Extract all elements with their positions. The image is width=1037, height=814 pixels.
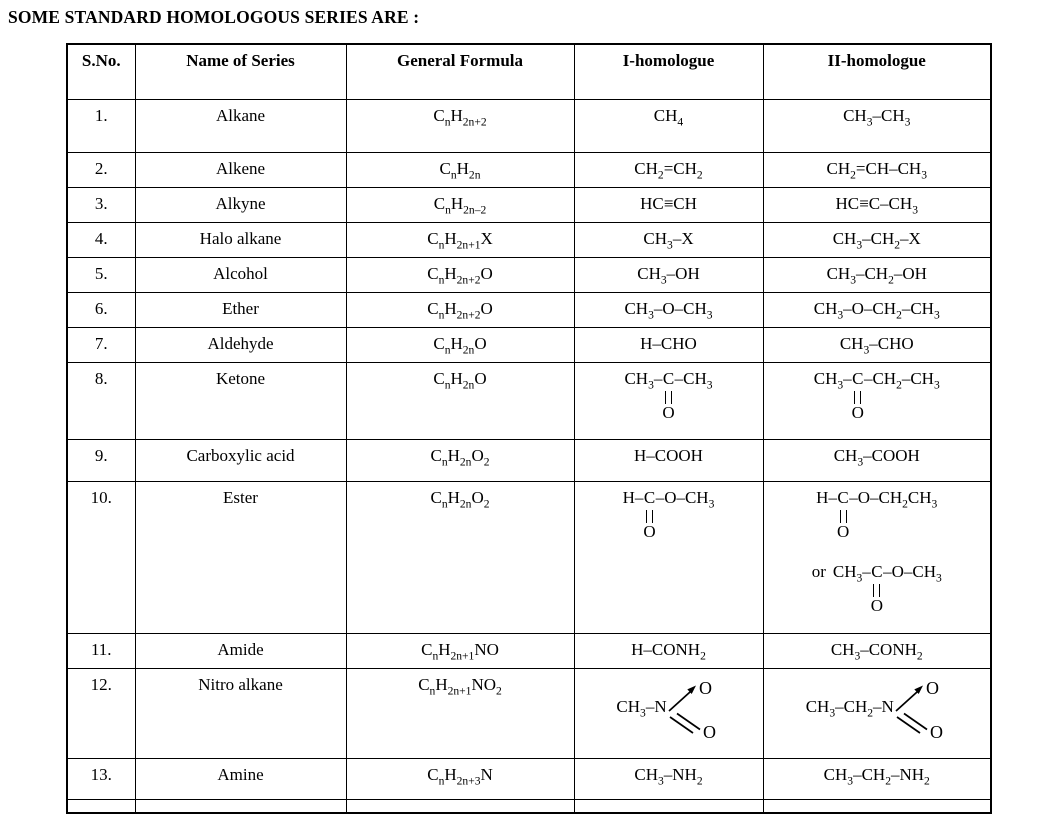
table-row [67, 152, 991, 187]
series-name-cell: Nitro alkane [135, 668, 346, 758]
serial-number-cell: 10. [67, 481, 135, 633]
series-name-cell: Amine [135, 758, 346, 799]
chemical-formula: $CH_3-CONH_2$ [830, 639, 923, 662]
chemical-formula: $C_nH_{2n+3}N$ [427, 764, 493, 787]
chemical-formula: $C_nH_{2n+1}NO_2$ [418, 674, 502, 697]
empty-cell [763, 799, 991, 813]
formula-line [349, 299, 572, 319]
formula-line [577, 446, 761, 466]
formula-line [766, 446, 989, 466]
chemical-formula: $C_nH_{2n+2}$ [433, 105, 487, 128]
formula-line [349, 159, 572, 179]
table-row [67, 292, 991, 327]
serial-number-cell: 3. [67, 187, 135, 222]
formula-line [349, 446, 572, 466]
table-row [67, 187, 991, 222]
empty-cell [135, 799, 346, 813]
first-homologue-cell [574, 668, 763, 758]
first-homologue-cell [574, 99, 763, 152]
second-homologue-cell [763, 481, 991, 633]
second-homologue-cell [763, 99, 991, 152]
chemical-formula: $CH_3-X$ [643, 228, 694, 251]
first-homologue-cell [574, 633, 763, 668]
series-name-cell: Ketone [135, 362, 346, 439]
chemical-formula: $CH_3-CH_2-N$ [805, 696, 894, 719]
nitro-structure [766, 675, 989, 739]
series-name-cell: Alcohol [135, 257, 346, 292]
carbonyl-structure [766, 488, 989, 540]
serial-number-cell: 2. [67, 152, 135, 187]
second-homologue-cell [763, 668, 991, 758]
oxygen-top: O [698, 677, 712, 698]
oxygen-below: O [643, 521, 656, 541]
chemical-formula: $-O-CH_3$ [883, 561, 942, 584]
formula-line [349, 106, 572, 126]
chemical-formula: $-O-CH_2CH_3$ [849, 487, 938, 510]
series-name-cell: Carboxylic acid [135, 439, 346, 481]
second-homologue-cell [763, 187, 991, 222]
oxygen-below: O [870, 595, 884, 615]
first-homologue-cell [574, 439, 763, 481]
serial-number-cell: 13. [67, 758, 135, 799]
formula-line [766, 159, 989, 179]
chemical-formula: $-CH_2-CH_3$ [863, 368, 940, 391]
chemical-formula: $CH_3-O-CH_2-CH_3$ [813, 298, 940, 321]
oxygen-bottom: O [929, 721, 943, 739]
formula-line [349, 334, 572, 354]
carbonyl-carbon: C [837, 487, 849, 507]
table-row [67, 439, 991, 481]
homologous-series-table [66, 43, 992, 814]
second-homologue-cell [763, 758, 991, 799]
first-homologue-cell [574, 758, 763, 799]
formula-line [766, 640, 989, 660]
series-name-cell: Halo alkane [135, 222, 346, 257]
first-homologue-cell [574, 152, 763, 187]
formula-line [349, 264, 572, 284]
series-name-cell: Aldehyde [135, 327, 346, 362]
formula-line [766, 334, 989, 354]
first-homologue-cell [574, 362, 763, 439]
second-homologue-cell [763, 439, 991, 481]
chemical-formula: $CH_3-OH$ [637, 263, 700, 286]
formula-line [766, 299, 989, 319]
chemical-formula: $CH_3$–COOH [833, 445, 920, 468]
chemical-formula: $CH_3-$ [813, 368, 852, 391]
formula-line [349, 369, 572, 389]
formula-line [349, 229, 572, 249]
empty-cell [346, 799, 574, 813]
first-homologue-cell [574, 481, 763, 633]
header-row [67, 44, 991, 99]
oxygen-bottom: O [702, 721, 716, 739]
series-name-cell: Alkane [135, 99, 346, 152]
chemical-formula: $C_nH_{2n}O$ [433, 333, 487, 356]
second-homologue-cell [763, 257, 991, 292]
formula-line [577, 264, 761, 284]
chemical-formula: $CH_3-$ [832, 561, 871, 584]
formula-line [766, 194, 989, 214]
partial-row [67, 799, 991, 813]
serial-number-cell: 8. [67, 362, 135, 439]
double-bond-icon [840, 510, 847, 523]
serial-number-cell: 7. [67, 327, 135, 362]
chemical-formula: $C_nH_{2n-2}$ [433, 193, 487, 216]
chemical-formula: $CH_3-CH_3$ [843, 105, 911, 128]
carbonyl-structure [577, 488, 761, 540]
double-bond-icon [665, 391, 672, 404]
table-row [67, 481, 991, 633]
carbonyl-structure [766, 562, 989, 614]
chemical-formula: $C_nH_{2n+2}O$ [427, 298, 493, 321]
carbonyl-stack [852, 369, 864, 421]
formula-line [577, 159, 761, 179]
second-homologue-cell [763, 152, 991, 187]
serial-number-cell: 1. [67, 99, 135, 152]
table-row [67, 633, 991, 668]
first-homologue-cell [574, 187, 763, 222]
formula-line [349, 488, 572, 508]
table-body [67, 99, 991, 813]
chemical-formula: H–CHO [640, 333, 697, 353]
carbonyl-carbon: C [662, 368, 675, 388]
nitro-bonds-icon [667, 675, 721, 739]
second-homologue-cell [763, 327, 991, 362]
carbonyl-stack [871, 562, 883, 614]
second-homologue-cell [763, 362, 991, 439]
serial-number-cell: 12. [67, 668, 135, 758]
chemical-formula: $C_nH_{2n}O_2$ [430, 487, 490, 510]
general-formula-cell [346, 668, 574, 758]
chemical-formula: HC≡CH [640, 193, 697, 213]
col-header-ii-homologue: II-homologue [763, 44, 991, 99]
series-name-cell: Ether [135, 292, 346, 327]
chemical-formula: $CH_3-$ [624, 368, 663, 391]
general-formula-cell [346, 292, 574, 327]
serial-number-cell: 11. [67, 633, 135, 668]
serial-number-cell: 9. [67, 439, 135, 481]
general-formula-cell [346, 152, 574, 187]
second-homologue-cell [763, 633, 991, 668]
table-row [67, 327, 991, 362]
formula-line [349, 194, 572, 214]
series-name-cell: Alkyne [135, 187, 346, 222]
chemical-formula: $CH_3-O-CH_3$ [624, 298, 713, 321]
first-homologue-cell [574, 327, 763, 362]
table-row [67, 222, 991, 257]
chemical-formula: $C_nH_{2n+1}X$ [427, 228, 493, 251]
formula-line [577, 299, 761, 319]
second-homologue-cell [763, 222, 991, 257]
general-formula-cell [346, 481, 574, 633]
chemical-formula: $C_nH_{2n}O_2$ [430, 445, 490, 468]
formula-line [577, 194, 761, 214]
carbonyl-carbon: C [643, 487, 656, 507]
chemical-formula: $-O-CH_3$ [655, 487, 715, 510]
double-bond-icon [873, 584, 880, 597]
general-formula-cell [346, 187, 574, 222]
chemical-formula: $C_nH_{2n}O$ [433, 368, 487, 391]
oxygen-below: O [851, 402, 864, 422]
table-row [67, 257, 991, 292]
carbonyl-carbon: C [852, 368, 864, 388]
chemical-formula: $CH_2=CH_2$ [634, 158, 703, 181]
general-formula-cell [346, 633, 574, 668]
chemical-formula: $CH_4$ [653, 105, 684, 128]
general-formula-cell [346, 327, 574, 362]
serial-number-cell: 5. [67, 257, 135, 292]
formula-line [577, 106, 761, 126]
chemical-formula: H– [622, 487, 644, 507]
formula-line [349, 675, 572, 695]
formula-line [577, 334, 761, 354]
formula-line [577, 229, 761, 249]
formula-line [577, 765, 761, 785]
first-homologue-cell [574, 292, 763, 327]
nitro-bonds-icon [894, 675, 948, 739]
formula-line [349, 640, 572, 660]
carbonyl-stack [643, 488, 655, 540]
formula-line [577, 640, 761, 660]
general-formula-cell [346, 257, 574, 292]
table-row [67, 362, 991, 439]
chemical-formula: $H-CONH_2$ [631, 639, 706, 662]
col-header-general-formula: General Formula [346, 44, 574, 99]
col-header-sno: S.No. [67, 44, 135, 99]
carbonyl-stack [662, 369, 674, 421]
oxygen-below: O [836, 521, 850, 541]
chemical-formula: $C_nH_{2n+1}NO$ [421, 639, 499, 662]
chemical-formula: $CH_3$–CHO [839, 333, 914, 356]
oxygen-top: O [925, 677, 939, 698]
chemical-formula: $C_nH_{2n}$ [439, 158, 481, 181]
formula-line [766, 264, 989, 284]
chemical-formula: H–COOH [634, 445, 703, 465]
or-label: or [811, 561, 826, 581]
empty-cell [574, 799, 763, 813]
chemical-formula: $CH_3-CH_2-OH$ [826, 263, 927, 286]
formula-line [349, 765, 572, 785]
first-homologue-cell [574, 257, 763, 292]
nitro-structure [577, 675, 761, 739]
chemical-formula: $CH_3-NH_2$ [634, 764, 703, 787]
general-formula-cell [346, 362, 574, 439]
chemical-formula: $HC\equiv C-CH_3$ [835, 193, 918, 216]
chemical-formula: $-CH_3$ [674, 368, 713, 391]
serial-number-cell: 6. [67, 292, 135, 327]
page-title: SOME STANDARD HOMOLOGOUS SERIES ARE : [8, 7, 420, 27]
double-bond-icon [646, 510, 653, 523]
carbonyl-structure [577, 369, 761, 421]
double-bond-icon [854, 391, 861, 404]
col-header-i-homologue: I-homologue [574, 44, 763, 99]
general-formula-cell [346, 99, 574, 152]
serial-number-cell: 4. [67, 222, 135, 257]
oxygen-below: O [662, 402, 675, 422]
chemical-formula: $CH_3-N$ [616, 696, 667, 719]
chemical-formula: $C_nH_{2n+2}O$ [427, 263, 493, 286]
table-row [67, 758, 991, 799]
carbonyl-carbon: C [871, 561, 883, 581]
general-formula-cell [346, 758, 574, 799]
series-name-cell: Amide [135, 633, 346, 668]
second-homologue-cell [763, 292, 991, 327]
table-row [67, 99, 991, 152]
formula-line [766, 765, 989, 785]
carbonyl-stack [837, 488, 849, 540]
col-header-name-of-series: Name of Series [135, 44, 346, 99]
chemical-formula: $CH_2=CH-CH_3$ [826, 158, 927, 181]
formula-line [766, 106, 989, 126]
table-row [67, 668, 991, 758]
chemical-formula: $CH_3-CH_2-X$ [832, 228, 921, 251]
general-formula-cell [346, 439, 574, 481]
chemical-formula: H– [816, 487, 837, 507]
formula-line [766, 229, 989, 249]
series-name-cell: Ester [135, 481, 346, 633]
empty-cell [67, 799, 135, 813]
first-homologue-cell [574, 222, 763, 257]
series-name-cell: Alkene [135, 152, 346, 187]
general-formula-cell [346, 222, 574, 257]
chemical-formula: $CH_3-CH_2-NH_2$ [823, 764, 930, 787]
carbonyl-structure [766, 369, 989, 421]
